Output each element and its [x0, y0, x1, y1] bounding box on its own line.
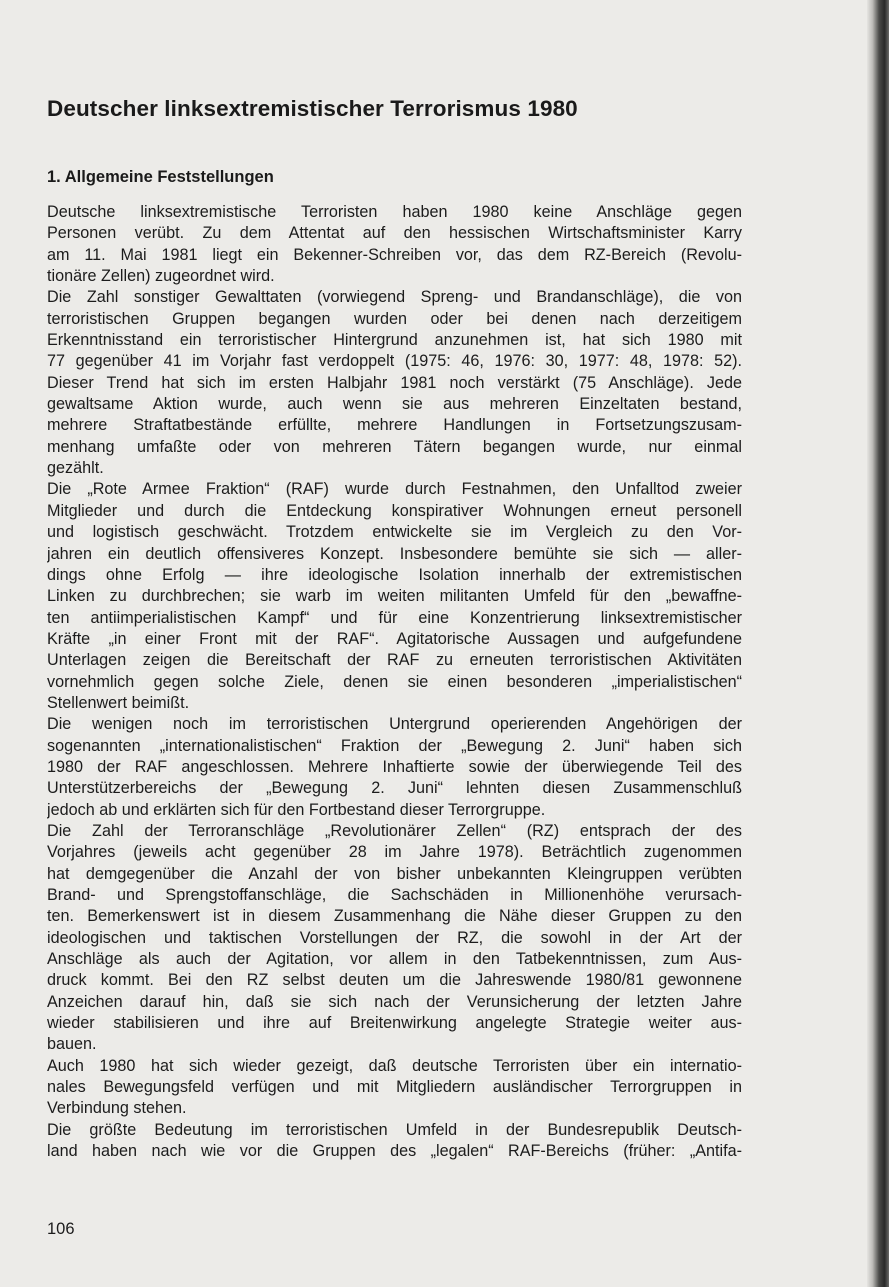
- text-line: Anzeichen darauf hin, daß sie sich nach der Verunsicherung der letzten Jahre: [47, 992, 742, 1011]
- page-title: Deutscher linksextremistischer Terrorismus 1980: [47, 96, 578, 121]
- text-line: Dieser Trend hat sich im ersten Halbjahr 1981 noch verstärkt (75 Anschläge). Jede: [47, 373, 742, 392]
- text-line: land haben nach wie vor die Gruppen des „legalen“ RAF-Bereichs (früher: „Antifa-: [47, 1142, 742, 1161]
- text-line: Mitglieder und durch die Entdeckung konspirativer Wohnungen erneut personell: [47, 501, 742, 520]
- text-line: nales Bewegungsfeld verfügen und mit Mitgliedern ausländischer Terrorgruppen in: [47, 1078, 742, 1097]
- text-line: Vorjahres (jeweils acht gegenüber 28 im Jahre 1978). Beträchtlich zugenommen: [47, 843, 742, 862]
- text-line: vornehmlich gegen solche Ziele, denen sie einen besonderen „imperialistischen“: [47, 672, 742, 691]
- text-line: tionäre Zellen) zugeordnet wird.: [47, 267, 275, 286]
- text-line: sogenannten „internationalistischen“ Fraktion der „Bewegung 2. Juni“ haben sich: [47, 736, 742, 755]
- text-line: Erkenntnisstand ein terroristischer Hintergrund anzunehmen ist, hat sich 1980 mit: [47, 331, 742, 350]
- text-line: 77 gegenüber 41 im Vorjahr fast verdoppelt (1975: 46, 1976: 30, 1977: 48, 1978: 52).: [47, 352, 742, 371]
- text-line: Die wenigen noch im terroristischen Untergrund operierenden Angehörigen der: [47, 715, 742, 734]
- text-line: Kräfte „in einer Front mit der RAF“. Agitatorische Aussagen und aufgefundene: [47, 629, 742, 648]
- text-line: Anschläge als auch der Agitation, vor allem in den Tatbekenntnissen, zum Aus-: [47, 950, 742, 969]
- text-line: am 11. Mai 1981 liegt ein Bekenner-Schreiben vor, das dem RZ-Bereich (Revolu-: [47, 245, 742, 264]
- text-line: Die Zahl der Terroranschläge „Revolutionärer Zellen“ (RZ) entsprach der des: [47, 821, 742, 840]
- text-line: Auch 1980 hat sich wieder gezeigt, daß deutsche Terroristen über ein internatio-: [47, 1056, 742, 1075]
- text-line: Die „Rote Armee Fraktion“ (RAF) wurde durch Festnahmen, den Unfalltod zweier: [47, 480, 742, 499]
- text-line: Unterlagen zeigen die Bereitschaft der RAF zu erneuten terroristischen Aktivitäten: [47, 651, 742, 670]
- text-line: bauen.: [47, 1035, 97, 1054]
- text-line: menhang umfaßte oder von mehreren Tätern begangen wurde, nur einmal: [47, 437, 742, 456]
- page-binding-edge: [867, 0, 889, 1287]
- text-line: gezählt.: [47, 459, 104, 478]
- body-text: [47, 202, 742, 1162]
- text-line: ten. Bemerkenswert ist in diesem Zusammenhang die Nähe dieser Gruppen zu den: [47, 907, 742, 926]
- text-line: Unterstützerbereichs der „Bewegung 2. Juni“ lehnten diesen Zusammenschluß: [47, 779, 742, 798]
- text-line: dings ohne Erfolg — ihre ideologische Isolation innerhalb der extremistischen: [47, 565, 742, 584]
- text-line: jahren ein deutlich offensiveres Konzept. Insbesondere bemühte sie sich — aller-: [47, 544, 742, 563]
- text-line: Brand- und Sprengstoffanschläge, die Sachschäden in Millionenhöhe verursach-: [47, 886, 742, 904]
- text-line: jedoch ab und erklärten sich für den Fortbestand dieser Terrorgruppe.: [47, 800, 546, 819]
- text-line: Deutsche linksextremistische Terroristen haben 1980 keine Anschläge gegen: [47, 203, 742, 221]
- text-line: Die Zahl sonstiger Gewalttaten (vorwiegend Spreng- und Brandanschläge), die von: [47, 288, 742, 307]
- text-line: mehrere Straftatbestände erfüllte, mehrere Handlungen in Fortsetzungszusam-: [47, 416, 742, 435]
- text-line: Verbindung stehen.: [47, 1099, 187, 1118]
- text-line: ten antiimperialistischen Kampf“ und für eine Konzentrierung linksextremistischer: [47, 608, 742, 627]
- text-line: druck kommt. Bei den RZ selbst deuten um die Jahreswende 1980/81 gewonnene: [47, 971, 742, 990]
- text-line: wieder stabilisieren und ihre auf Breitenwirkung angelegte Strategie weiter aus-: [47, 1014, 742, 1033]
- section-heading: 1. Allgemeine Feststellungen: [47, 168, 274, 186]
- text-line: gewaltsame Aktion wurde, auch wenn sie aus mehreren Einzeltaten bestand,: [47, 395, 742, 414]
- text-line: und logistisch geschwächt. Trotzdem entwickelte sie im Vergleich zu den Vor-: [47, 523, 742, 542]
- text-line: 1980 der RAF angeschlossen. Mehrere Inhaftierte sowie der überwiegende Teil des: [47, 757, 742, 776]
- text-line: Linken zu durchbrechen; sie warb im weiten militanten Umfeld für den „bewaffne-: [47, 587, 742, 606]
- page-number: 106: [47, 1220, 75, 1238]
- text-line: Die größte Bedeutung im terroristischen Umfeld in der Bundesrepublik Deutsch-: [47, 1120, 742, 1139]
- text-line: ideologischen und taktischen Vorstellungen der RZ, die sowohl in der Art der: [47, 928, 742, 947]
- text-line: hat demgegenüber die Anzahl der von bisher unbekannten Kleingruppen verübten: [47, 864, 742, 883]
- text-line: Stellenwert beimißt.: [47, 693, 190, 712]
- text-line: terroristischen Gruppen begangen wurden oder bei denen nach derzeitigem: [47, 309, 742, 328]
- text-line: Personen verübt. Zu dem Attentat auf den hessischen Wirtschaftsminister Karry: [47, 224, 742, 243]
